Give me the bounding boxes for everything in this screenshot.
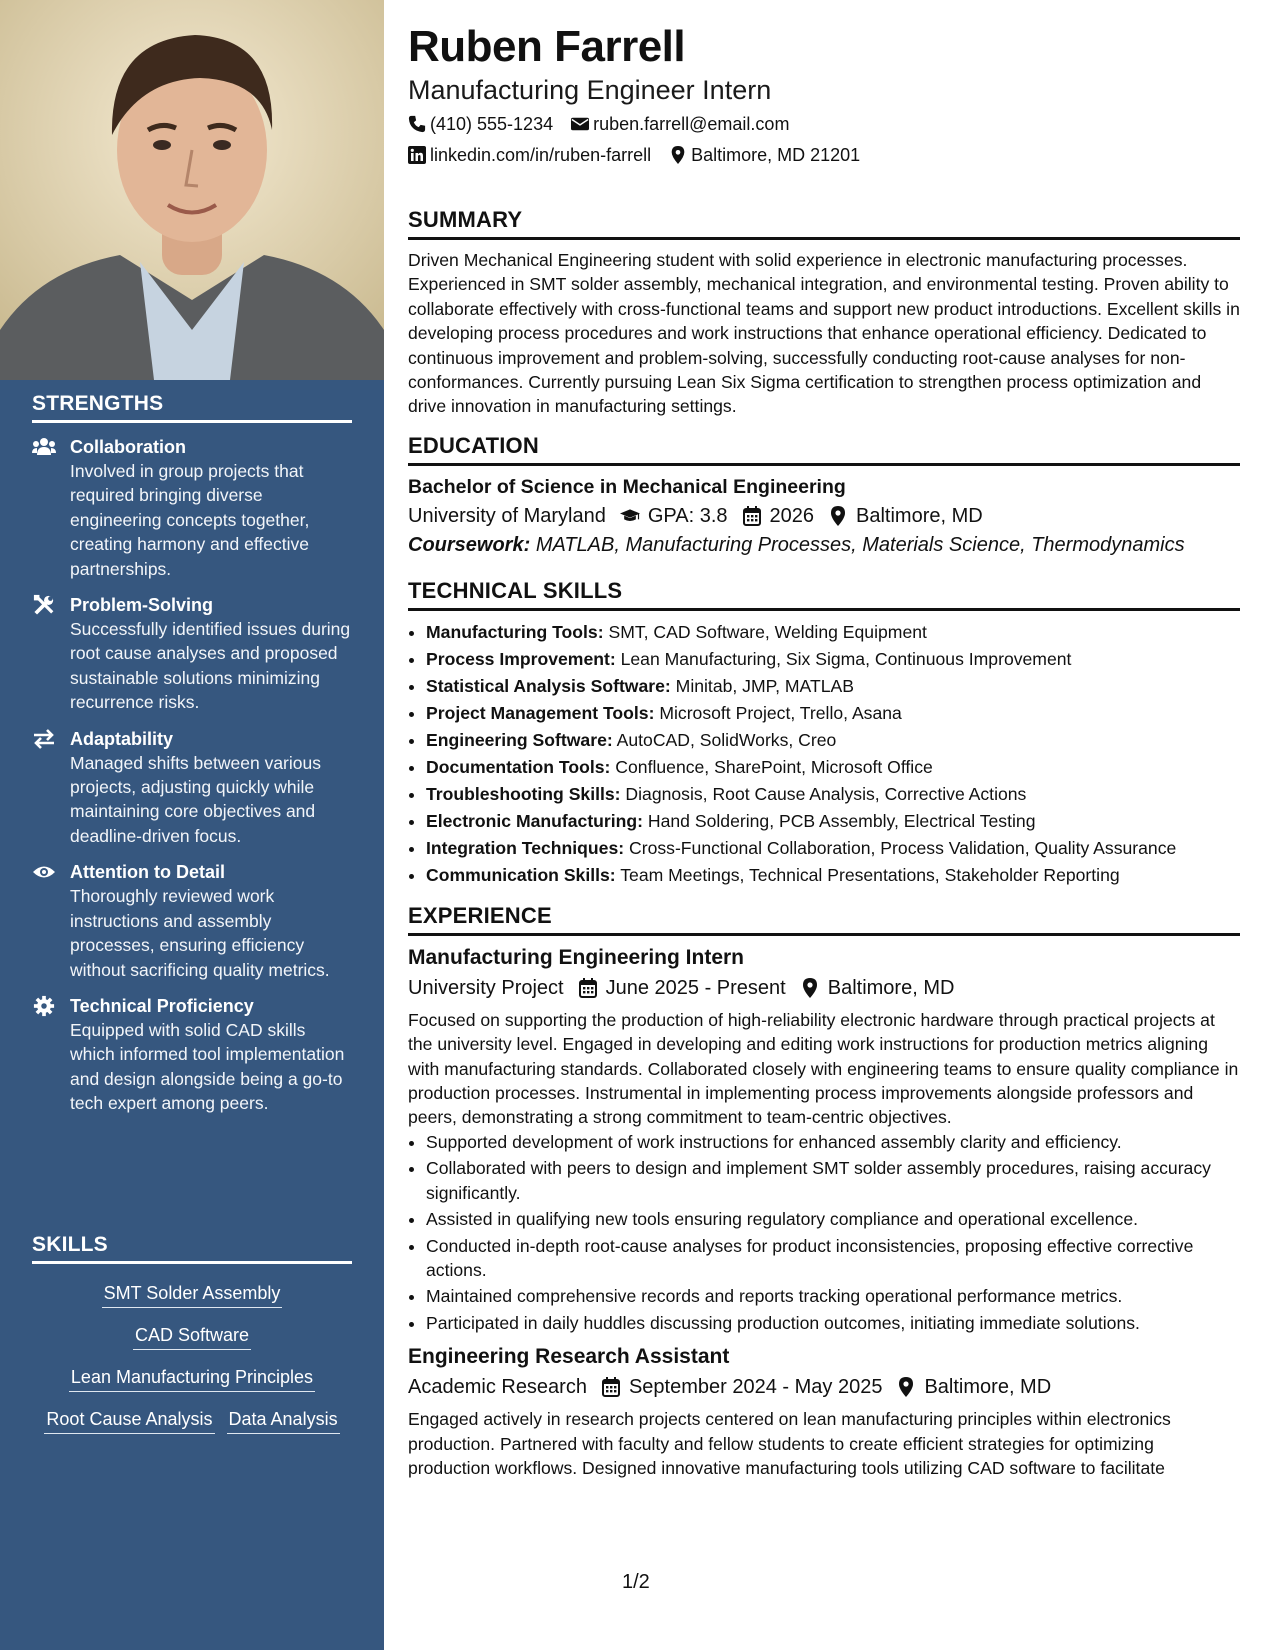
- strength-title: Attention to Detail: [70, 862, 225, 883]
- skill-value: Microsoft Project, Trello, Asana: [659, 702, 902, 723]
- list-item: • Maintained comprehensive records and reports tracking operational performance metrics.: [426, 1284, 1240, 1308]
- phone-text: (410) 555-1234: [430, 114, 554, 134]
- skill-label: Documentation Tools:: [426, 756, 611, 777]
- strength-description: Equipped with solid CAD skills which informed tool implementation and design alongside being a go-to tech expert among peers.: [70, 1019, 345, 1114]
- map-marker-icon: [828, 506, 848, 526]
- eye-icon: [32, 861, 56, 883]
- phone-icon: [408, 115, 426, 133]
- experience-heading: EXPERIENCE: [408, 903, 1240, 936]
- skill-tag: Root Cause Analysis: [44, 1407, 214, 1434]
- strength-description: Successfully identified issues during root cause analyses and proposed sustainable solutions minimizing recurrence risks.: [70, 619, 351, 713]
- strength-description: Involved in group projects that required bringing diverse engineering concepts together, creating harmony and effective partnerships.: [70, 461, 310, 579]
- main-content: [408, 20, 1240, 1480]
- skill-label: Communication Skills:: [426, 864, 616, 885]
- list-item: [426, 754, 1240, 781]
- list-item: [426, 781, 1240, 808]
- list-item: [426, 700, 1240, 727]
- strength-title: Problem-Solving: [70, 595, 214, 616]
- skill-value: Lean Manufacturing, Six Sigma, Continuous Improvement: [620, 648, 1072, 669]
- coursework-line: [408, 530, 1240, 560]
- summary-text: Driven Mechanical Engineering student with solid experience in electronic manufacturing processes. Experienced in SMT solder assembly, mechanical integration, and environmental testing. Proven ability to collaborate effectively with cross-functional teams and support new product introductions. Excellent skills in developing process procedures and work instructions that enhance operational efficiency. Dedicated to continuous improvement and problem-solving, successfully conducting root-cause analyses for non-conformances. Currently pursuing Lean Six Sigma certification to strengthen process optimization and drive innovation in manufacturing settings.: [408, 250, 1240, 417]
- skill-label: Statistical Analysis Software:: [426, 675, 671, 696]
- summary-section: [408, 207, 1240, 419]
- map-marker-icon: [896, 1377, 916, 1397]
- strength-item: [32, 860, 352, 982]
- education-location: Baltimore, MD: [856, 504, 983, 527]
- skill-value: SMT, CAD Software, Welding Equipment: [608, 621, 927, 642]
- coursework-text: MATLAB, Manufacturing Processes, Materials Science, Thermodynamics: [535, 533, 1185, 556]
- email-contact[interactable]: [571, 112, 789, 136]
- skills-section: [32, 1233, 352, 1442]
- sidebar: [0, 0, 384, 1650]
- map-marker-icon: [800, 978, 820, 998]
- experience-section: [408, 903, 1240, 1481]
- skill-label: Manufacturing Tools:: [426, 621, 604, 642]
- map-marker-icon: [669, 146, 687, 164]
- calendar-icon: [601, 1377, 621, 1397]
- strength-item: [32, 593, 352, 715]
- job-org: University Project: [408, 976, 564, 999]
- gpa-text: GPA: 3.8: [647, 504, 728, 527]
- list-item: [426, 646, 1240, 673]
- linkedin-contact[interactable]: [408, 143, 651, 167]
- location-text: Baltimore, MD 21201: [691, 145, 861, 165]
- phone-contact: [408, 112, 553, 136]
- strength-description: Managed shifts between various projects, adjusting quickly while maintaining core objectives and deadline-driven focus.: [70, 752, 321, 846]
- exchange-icon: [32, 728, 56, 750]
- skill-label: Engineering Software:: [426, 729, 613, 750]
- education-meta: [408, 502, 1240, 530]
- job-bullets: [408, 1130, 1240, 1335]
- linkedin-text[interactable]: linkedin.com/in/ruben-farrell: [430, 145, 652, 165]
- job-title: Engineering Research Assistant: [408, 1345, 730, 1369]
- location-contact: [669, 143, 860, 167]
- skill-tag: CAD Software: [133, 1323, 251, 1350]
- job-dates: June 2025 - Present: [605, 976, 786, 999]
- skill-value: Minitab, JMP, MATLAB: [675, 675, 854, 696]
- candidate-name: Ruben Farrell: [408, 22, 686, 71]
- skill-value: Team Meetings, Technical Presentations, Stakeholder Reporting: [620, 864, 1120, 885]
- technical-skills-section: [408, 578, 1240, 889]
- strength-title: Technical Proficiency: [70, 995, 254, 1016]
- skill-value: Confluence, SharePoint, Microsoft Office: [615, 756, 933, 777]
- skill-label: Process Improvement:: [426, 648, 616, 669]
- tools-icon: [32, 594, 56, 616]
- list-item: [426, 862, 1240, 889]
- skill-label: Troubleshooting Skills:: [426, 783, 621, 804]
- strength-item: [32, 994, 352, 1116]
- graduation-cap-icon: [620, 506, 640, 526]
- education-section: [408, 433, 1240, 560]
- job-title: Manufacturing Engineering Intern: [408, 945, 745, 969]
- envelope-icon: [571, 115, 589, 133]
- strength-item: [32, 435, 352, 581]
- technical-skills-list: [408, 619, 1240, 889]
- gear-icon: [32, 995, 56, 1017]
- graduation-year: 2026: [769, 504, 815, 527]
- skill-label: Integration Techniques:: [426, 837, 625, 858]
- skill-tag: SMT Solder Assembly: [102, 1281, 283, 1308]
- degree-title: Bachelor of Science in Mechanical Engineering: [408, 475, 846, 498]
- list-item: • Supported development of work instructions for enhanced assembly clarity and efficiency.: [426, 1130, 1240, 1154]
- calendar-icon: [578, 978, 598, 998]
- calendar-icon: [742, 506, 762, 526]
- strengths-section: [32, 392, 352, 1116]
- skill-label: Project Management Tools:: [426, 702, 655, 723]
- job-org: Academic Research: [408, 1376, 587, 1399]
- strength-title: Adaptability: [70, 728, 174, 749]
- education-heading: EDUCATION: [408, 433, 1240, 466]
- job-entry: [408, 1343, 1240, 1480]
- skills-heading: SKILLS: [32, 1233, 352, 1264]
- skill-value: Hand Soldering, PCB Assembly, Electrical Testing: [647, 810, 1036, 831]
- summary-heading: SUMMARY: [408, 207, 1240, 240]
- list-item: [426, 673, 1240, 700]
- skill-tag: Data Analysis: [227, 1407, 340, 1434]
- strength-description: Thoroughly reviewed work instructions and assembly processes, ensuring efficiency without sacrificing quality metrics.: [70, 886, 330, 980]
- job-summary: Focused on supporting the production of high-reliability electronic hardware through practical projects at the university level. Engaged in developing and editing work instructions for production metrics aligning with manufacturing standards. Collaborated closely with engineering teams to ensure quality compliance in production processes. Instrumental in implementing process improvements alongside professors and peers, demonstrating a strong commitment to team-centric objectives.: [408, 1009, 1239, 1128]
- job-location: Baltimore, MD: [924, 1376, 1052, 1399]
- email-text[interactable]: ruben.farrell@email.com: [593, 114, 790, 134]
- list-item: [426, 727, 1240, 754]
- list-item: • Participated in daily huddles discussing production outcomes, initiating immediate solutions.: [426, 1311, 1240, 1335]
- coursework-label: Coursework:: [408, 533, 531, 556]
- skill-label: Electronic Manufacturing:: [426, 810, 644, 831]
- contact-row: [408, 143, 1240, 167]
- skills-list: [32, 1274, 352, 1442]
- job-meta: [408, 1373, 1240, 1401]
- skill-value: Cross-Functional Collaboration, Process Validation, Quality Assurance: [629, 837, 1177, 858]
- job-location: Baltimore, MD: [827, 976, 955, 999]
- candidate-title: Manufacturing Engineer Intern: [408, 75, 772, 105]
- skill-value: Diagnosis, Root Cause Analysis, Corrective Actions: [625, 783, 1027, 804]
- strengths-heading: STRENGTHS: [32, 392, 352, 423]
- profile-photo: [0, 0, 384, 380]
- list-item: [426, 808, 1240, 835]
- strength-item: [32, 727, 352, 849]
- contact-row: [408, 112, 1240, 136]
- list-item: [426, 835, 1240, 862]
- job-summary: Engaged actively in research projects centered on lean manufacturing principles within electronics production. Partnered with faculty and fellow students to create efficient strategies for optimizing production workflows. Designed innovative manufacturing tools utilizing CAD software to facilitate: [408, 1409, 1171, 1478]
- school-name: University of Maryland: [408, 504, 606, 527]
- list-item: • Collaborated with peers to design and implement SMT solder assembly procedures, raising accuracy significantly.: [426, 1156, 1240, 1205]
- page-number: 1/2: [622, 1571, 650, 1593]
- skill-value: AutoCAD, SolidWorks, Creo: [616, 729, 837, 750]
- technical-skills-heading: TECHNICAL SKILLS: [408, 578, 1240, 611]
- list-item: • Assisted in qualifying new tools ensuring regulatory compliance and operational excellence.: [426, 1207, 1240, 1231]
- list-item: • Conducted in-depth root-cause analyses for product inconsistencies, proposing effective corrective actions.: [426, 1234, 1240, 1283]
- job-entry: [408, 944, 1240, 1335]
- job-meta: [408, 974, 1240, 1002]
- strength-title: Collaboration: [70, 437, 186, 457]
- linkedin-icon: [408, 146, 426, 164]
- list-item: [426, 619, 1240, 646]
- job-dates: September 2024 - May 2025: [628, 1376, 883, 1399]
- skill-tag: Lean Manufacturing Principles: [69, 1365, 315, 1392]
- users-icon: [32, 436, 56, 458]
